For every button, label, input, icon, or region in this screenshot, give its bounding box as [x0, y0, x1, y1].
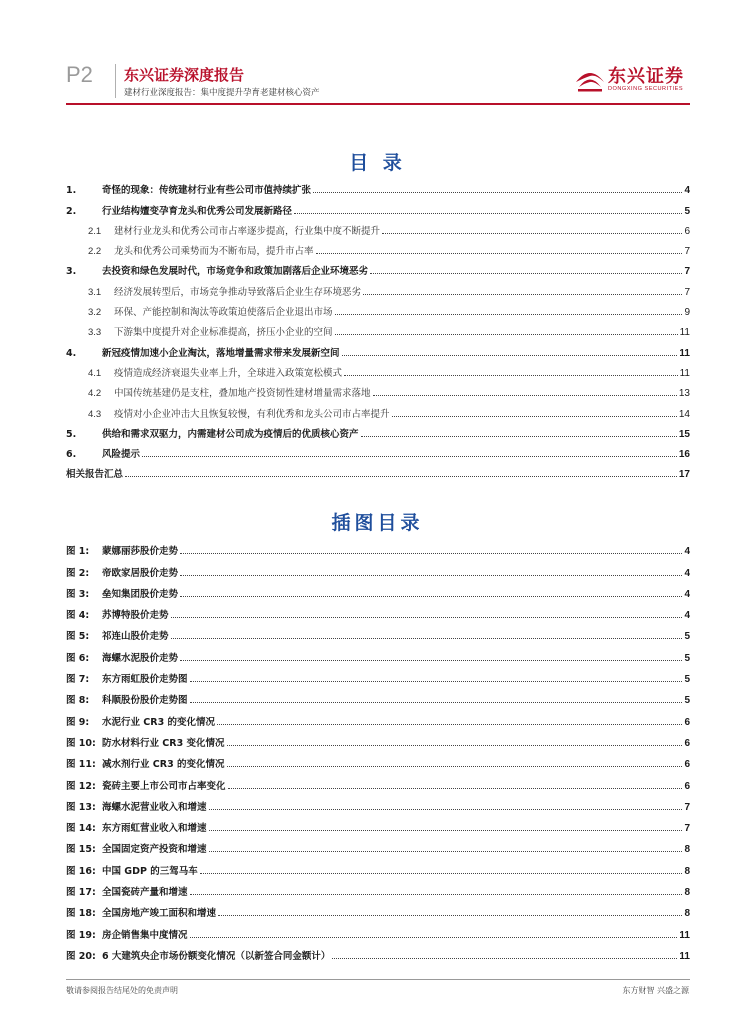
header-divider [115, 64, 116, 98]
figure-entry-title: 房企销售集中度情况 [102, 929, 188, 941]
figure-entry-number: 图 1: [66, 546, 90, 558]
figure-entry[interactable] [66, 941, 690, 962]
toc-entry-number: 6. [66, 449, 77, 461]
dot-leader [227, 766, 683, 767]
toc-entry-number: 1. [66, 185, 77, 197]
figure-list [66, 536, 690, 962]
toc-entry-number: 2.1 [88, 225, 102, 237]
toc-entry-page: 17 [678, 469, 690, 481]
toc-entry-title: 建材行业龙头和优秀公司市占率逐步提高，行业集中度不断提升 [114, 225, 381, 237]
dot-leader [313, 192, 682, 193]
dot-leader [294, 213, 682, 214]
figure-entry-page: 6 [684, 737, 690, 749]
figure-entry-number: 图 3: [66, 588, 90, 600]
toc-entry[interactable] [66, 379, 690, 399]
toc-entry-page: 7 [684, 266, 690, 278]
figure-entry-number: 图 6: [66, 652, 90, 664]
figure-entry-number: 图 17: [66, 887, 96, 899]
figure-entry-page: 11 [679, 929, 690, 941]
dot-leader [209, 809, 683, 810]
figure-entry-page: 11 [679, 950, 690, 962]
figure-entry[interactable] [66, 664, 690, 685]
figure-entry-page: 8 [684, 908, 690, 920]
dot-leader [190, 681, 683, 682]
figure-entry-title: 水泥行业 CR3 的变化情况 [102, 716, 216, 728]
dot-leader [392, 416, 677, 417]
dot-leader [228, 788, 683, 789]
figure-entry-number: 图 13: [66, 801, 96, 813]
figure-entry[interactable] [66, 621, 690, 642]
figure-entry-number: 图 4: [66, 610, 90, 622]
toc-entry[interactable] [66, 237, 690, 257]
toc-entry[interactable] [66, 460, 690, 480]
toc-entry-page: 11 [679, 327, 690, 339]
figure-entry[interactable] [66, 579, 690, 600]
figure-entry[interactable] [66, 792, 690, 813]
toc-entry[interactable] [66, 176, 690, 196]
figure-entry[interactable] [66, 898, 690, 919]
figure-entry-title: 东方雨虹股价走势图 [102, 674, 188, 686]
figure-entry[interactable] [66, 728, 690, 749]
dot-leader [180, 596, 682, 597]
figure-entry[interactable] [66, 536, 690, 557]
figure-entry-number: 图 20: [66, 950, 96, 962]
figure-entry-page: 8 [684, 844, 690, 856]
report-subtitle: 建材行业深度报告：集中度提升孕育老建材核心资产 [124, 88, 320, 98]
toc-entry[interactable] [66, 298, 690, 318]
figure-entry[interactable] [66, 749, 690, 770]
figure-entry[interactable] [66, 855, 690, 876]
toc-entry[interactable] [66, 420, 690, 440]
toc-entry-page: 9 [684, 307, 690, 319]
dot-leader [180, 575, 682, 576]
figure-entry-page: 8 [684, 865, 690, 877]
figure-entry-number: 图 5: [66, 631, 90, 643]
figure-entry-number: 图 12: [66, 780, 96, 792]
toc-entry-number: 3. [66, 266, 77, 278]
dot-leader [125, 476, 677, 477]
toc-entry-title: 去投资和绿色发展时代，市场竞争和政策加剧落后企业环境恶劣 [102, 266, 369, 278]
toc-entry[interactable] [66, 196, 690, 216]
toc-entry-page: 13 [678, 388, 690, 400]
figure-entry-title: 减水剂行业 CR3 的变化情况 [102, 759, 225, 771]
toc-entry-title: 相关报告汇总 [66, 469, 124, 481]
figure-entry-page: 4 [684, 567, 690, 579]
header-rule [66, 103, 690, 105]
dot-leader [227, 745, 683, 746]
figure-entry-number: 图 15: [66, 844, 96, 856]
figure-entry-title: 6 大建筑央企市场份额变化情况（以新签合同金额计） [102, 950, 331, 962]
dot-leader [316, 253, 683, 254]
figure-entry-number: 图 14: [66, 823, 96, 835]
toc-entry-page: 11 [679, 367, 690, 379]
toc-entry-page: 11 [679, 347, 690, 359]
dot-leader [335, 334, 678, 335]
figure-entry[interactable] [66, 770, 690, 791]
figure-entry-title: 祁连山股价走势 [102, 631, 169, 643]
toc-entry-number: 4.2 [88, 388, 102, 400]
figure-entry-title: 全国瓷砖产量和增速 [102, 887, 188, 899]
figure-entry-title: 蒙娜丽莎股价走势 [102, 546, 179, 558]
toc-entry-title: 新冠疫情加速小企业淘汰，落地增量需求带来发展新空间 [102, 347, 340, 359]
logo-mark-icon [574, 60, 606, 94]
toc-entry-page: 6 [684, 225, 690, 237]
toc-entry-number: 4.3 [88, 408, 102, 420]
toc-entry-title: 疫情对小企业冲击大且恢复较慢，有利优秀和龙头公司市占率提升 [114, 408, 390, 420]
figure-entry-title: 科顺股份股价走势图 [102, 695, 188, 707]
toc-entry-page: 14 [678, 408, 690, 420]
dot-leader [332, 958, 677, 959]
toc-entry-page: 5 [684, 205, 690, 217]
figure-entry-title: 海螺水泥股价走势 [102, 652, 179, 664]
toc-entry-number: 2. [66, 205, 77, 217]
figure-entry[interactable] [66, 919, 690, 940]
dot-leader [209, 851, 683, 852]
figure-entry-number: 图 7: [66, 674, 90, 686]
toc-entry-title: 龙头和优秀公司乘势而为不断布局，提升市占率 [114, 246, 314, 258]
figure-entry-title: 瓷砖主要上市公司市占率变化 [102, 780, 226, 792]
figure-entry[interactable] [66, 557, 690, 578]
figure-entry-title: 帝欧家居股价走势 [102, 567, 179, 579]
figure-entry[interactable] [66, 877, 690, 898]
figure-entry-number: 图 9: [66, 716, 90, 728]
toc-entry-number: 3.1 [88, 286, 102, 298]
figure-entry-number: 图 10: [66, 737, 96, 749]
dot-leader [363, 294, 682, 295]
footer-rule [66, 979, 690, 980]
dot-leader [217, 724, 682, 725]
figure-entry-number: 图 18: [66, 908, 96, 920]
toc-entry-title: 奇怪的现象：传统建材行业有些公司市值持续扩张 [102, 185, 312, 197]
toc-entry-title: 供给和需求双驱力，内需建材公司成为疫情后的优质核心资产 [102, 428, 359, 440]
dot-leader [142, 456, 677, 457]
figure-entry-title: 防水材料行业 CR3 变化情况 [102, 737, 225, 749]
toc-entry-page: 4 [684, 185, 690, 197]
toc-entry[interactable] [66, 217, 690, 237]
figure-entry[interactable] [66, 642, 690, 663]
toc-entry-title: 行业结构嬗变孕育龙头和优秀公司发展新路径 [102, 205, 293, 217]
page-number: P2 [66, 62, 93, 87]
toc-entry-number: 5. [66, 428, 77, 440]
page-header [0, 0, 755, 110]
dot-leader [382, 233, 682, 234]
dot-leader [373, 395, 677, 396]
toc-entry-title: 环保、产能控制和淘汰等政策迫使落后企业退出市场 [114, 307, 333, 319]
figure-entry-title: 中国 GDP 的三驾马车 [102, 865, 198, 877]
figure-entry-page: 5 [684, 631, 690, 643]
dot-leader [370, 273, 682, 274]
figure-entry-page: 8 [684, 887, 690, 899]
toc-entry-number: 4.1 [88, 367, 102, 379]
toc-entry-title: 中国传统基建仍是支柱，叠加地产投资韧性建材增量需求落地 [114, 388, 371, 400]
toc-entry-title: 疫情造成经济衰退失业率上升，全球进入政策宽松模式 [114, 367, 343, 379]
dot-leader [361, 436, 677, 437]
figure-entry[interactable] [66, 600, 690, 621]
figure-entry-number: 图 8: [66, 695, 90, 707]
dot-leader [218, 915, 682, 916]
toc-entry[interactable] [66, 399, 690, 419]
figure-entry-page: 6 [684, 716, 690, 728]
figure-list-title: 插图目录 [331, 512, 424, 534]
toc-entry-number: 2.2 [88, 246, 102, 258]
toc-entry[interactable] [66, 440, 690, 460]
figure-entry-page: 4 [684, 610, 690, 622]
figure-entry-page: 7 [684, 823, 690, 835]
figure-entry-title: 海螺水泥营业收入和增速 [102, 801, 207, 813]
toc-entry-number: 3.3 [88, 327, 102, 339]
dot-leader [190, 937, 678, 938]
toc-title: 目 录 [349, 152, 406, 174]
report-title: 东兴证券深度报告 [124, 66, 245, 84]
dot-leader [180, 553, 682, 554]
figure-entry-number: 图 2: [66, 567, 90, 579]
figure-entry-title: 全国房地产竣工面积和增速 [102, 908, 217, 920]
figure-entry-title: 苏博特股价走势 [102, 610, 169, 622]
toc-entry[interactable] [66, 277, 690, 297]
figure-entry-page: 4 [684, 588, 690, 600]
toc-entry[interactable] [66, 359, 690, 379]
toc-entry-title: 经济发展转型后，市场竞争推动导致落后企业生存环境恶劣 [114, 286, 362, 298]
toc-entry-page: 7 [684, 286, 690, 298]
figure-entry[interactable] [66, 834, 690, 855]
figure-entry-title: 全国固定资产投资和增速 [102, 844, 207, 856]
dot-leader [171, 617, 683, 618]
dot-leader [342, 355, 678, 356]
dot-leader [200, 873, 683, 874]
toc-entry[interactable] [66, 338, 690, 358]
company-logo [574, 60, 694, 98]
figure-entry[interactable] [66, 813, 690, 834]
figure-entry-number: 图 11: [66, 759, 96, 771]
footer-slogan: 东方财智 兴盛之源 [622, 986, 689, 995]
figure-entry-page: 6 [684, 780, 690, 792]
figure-entry-title: 垒知集团股价走势 [102, 588, 179, 600]
dot-leader [344, 375, 678, 376]
dot-leader [171, 638, 683, 639]
figure-entry-page: 6 [684, 759, 690, 771]
figure-entry-number: 图 16: [66, 865, 96, 877]
dot-leader [190, 702, 683, 703]
figure-entry[interactable] [66, 685, 690, 706]
figure-entry[interactable] [66, 706, 690, 727]
toc-entry-page: 7 [684, 246, 690, 258]
figure-entry-page: 5 [684, 695, 690, 707]
toc-entry[interactable] [66, 257, 690, 277]
figure-entry-page: 4 [684, 546, 690, 558]
toc-entry-number: 4. [66, 347, 77, 359]
dot-leader [190, 894, 683, 895]
figure-entry-page: 5 [684, 652, 690, 664]
toc-entry-number: 3.2 [88, 307, 102, 319]
figure-entry-number: 图 19: [66, 929, 96, 941]
figure-entry-title: 东方雨虹营业收入和增速 [102, 823, 207, 835]
logo-english-text: DONGXING SECURITIES [608, 86, 684, 92]
dot-leader [209, 830, 683, 831]
toc-entry[interactable] [66, 318, 690, 338]
toc-entry-page: 16 [678, 449, 690, 461]
logo-text: 东兴证券 [608, 66, 684, 87]
toc-entry-page: 15 [678, 428, 690, 440]
dot-leader [180, 660, 682, 661]
disclaimer-note: 敬请参阅报告结尾处的免责声明 [66, 986, 178, 995]
toc-entry-title: 下游集中度提升对企业标准提高，挤压小企业的空间 [114, 327, 333, 339]
toc-entry-title: 风险提示 [102, 449, 141, 461]
table-of-contents [66, 176, 690, 480]
dot-leader [335, 314, 683, 315]
figure-entry-page: 5 [684, 674, 690, 686]
figure-entry-page: 7 [684, 801, 690, 813]
